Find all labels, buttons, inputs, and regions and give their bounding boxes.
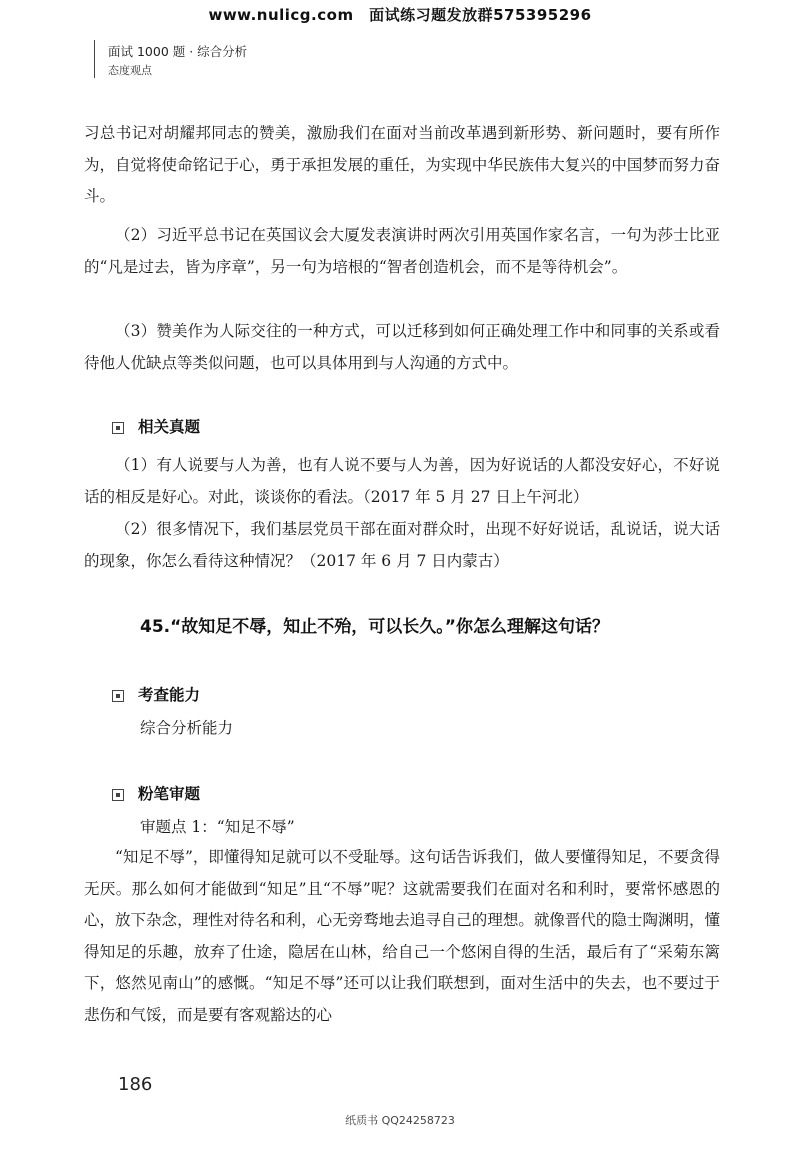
top-banner: www.nulicg.com 面试练习题发放群575395296 (208, 6, 592, 24)
header-divider (94, 40, 95, 78)
answer-point-2: （2）习近平总书记在英国议会大厦发表演讲时两次引用英国作家名言，一句为莎士比亚的“凡是过去，皆为序章”，另一句为培根的“智者创造机会，而不是等待机会”。 (84, 226, 720, 276)
related-question-1: （1）有人说要与人为善，也有人说不要与人为善，因为好说话的人都没安好心，不好说话的相反是好心。对此，谈谈你的看法。（2017 年 5 月 27 日上午河北） (84, 456, 720, 506)
footer-note: 纸质书 QQ24258723 (345, 1114, 455, 1127)
answer-paragraph-1: 习总书记对胡耀邦同志的赞美，激励我们在面对当前改革遇到新形势、新问题时，要有所作为，自觉将使命铭记于心，勇于承担发展的重任，为实现中华民族伟大复兴的中国梦而努力奋斗。 (84, 124, 720, 205)
question-45-title: 45.“故知足不辱，知止不殆，可以长久。”你怎么理解这句话？ (140, 617, 609, 637)
analysis-text: “知足不辱”，即懂得知足就可以不受耻辱。这句话告诉我们，做人要懂得知足，不要贪得无厌。那么如何才能做到“知足”且“不辱”呢？这就需要我们在面对名和利时，要常怀感恩的心，放下杂念，理性对待名和利，心无旁骛地去追寻自己的理想。就像晋代的隐士陶渊明，懂得知足的乐趣，放弃了仕途，隐居在山林，给自己一个悠闲自得的生活，最后有了“采菊东篱下，悠然见南山”的感慨。“知足不辱”还可以让我们联想到，面对生活中的失去，也不要过于悲伤和气馁，而是要有客观豁达的心 (84, 848, 720, 1024)
related-questions-heading: 相关真题 (138, 418, 201, 436)
answer-point-3: （3）赞美作为人际交往的一种方式，可以迁移到如何正确处理工作中和同事的关系或看待他人优缺点等类似问题，也可以具体用到与人沟通的方式中。 (84, 322, 720, 372)
ability-value: 综合分析能力 (140, 719, 234, 737)
related-questions-icon (112, 422, 124, 434)
related-question-2: （2）很多情况下，我们基层党员干部在面对群众时，出现不好好说话，乱说话，说大话的现象，你怎么看待这种情况？（2017 年 6 月 7 日内蒙古） (84, 520, 720, 570)
analysis-icon (112, 789, 124, 801)
ability-heading: 考查能力 (138, 686, 201, 704)
analysis-heading: 粉笔审题 (138, 785, 201, 803)
book-title: 面试 1000 题 · 综合分析 (108, 44, 248, 59)
chapter-subtitle: 态度观点 (108, 64, 152, 77)
page-number: 186 (118, 1074, 153, 1095)
ability-icon (112, 690, 124, 702)
analysis-point-label: 审题点 1：“知足不辱” (140, 818, 295, 836)
